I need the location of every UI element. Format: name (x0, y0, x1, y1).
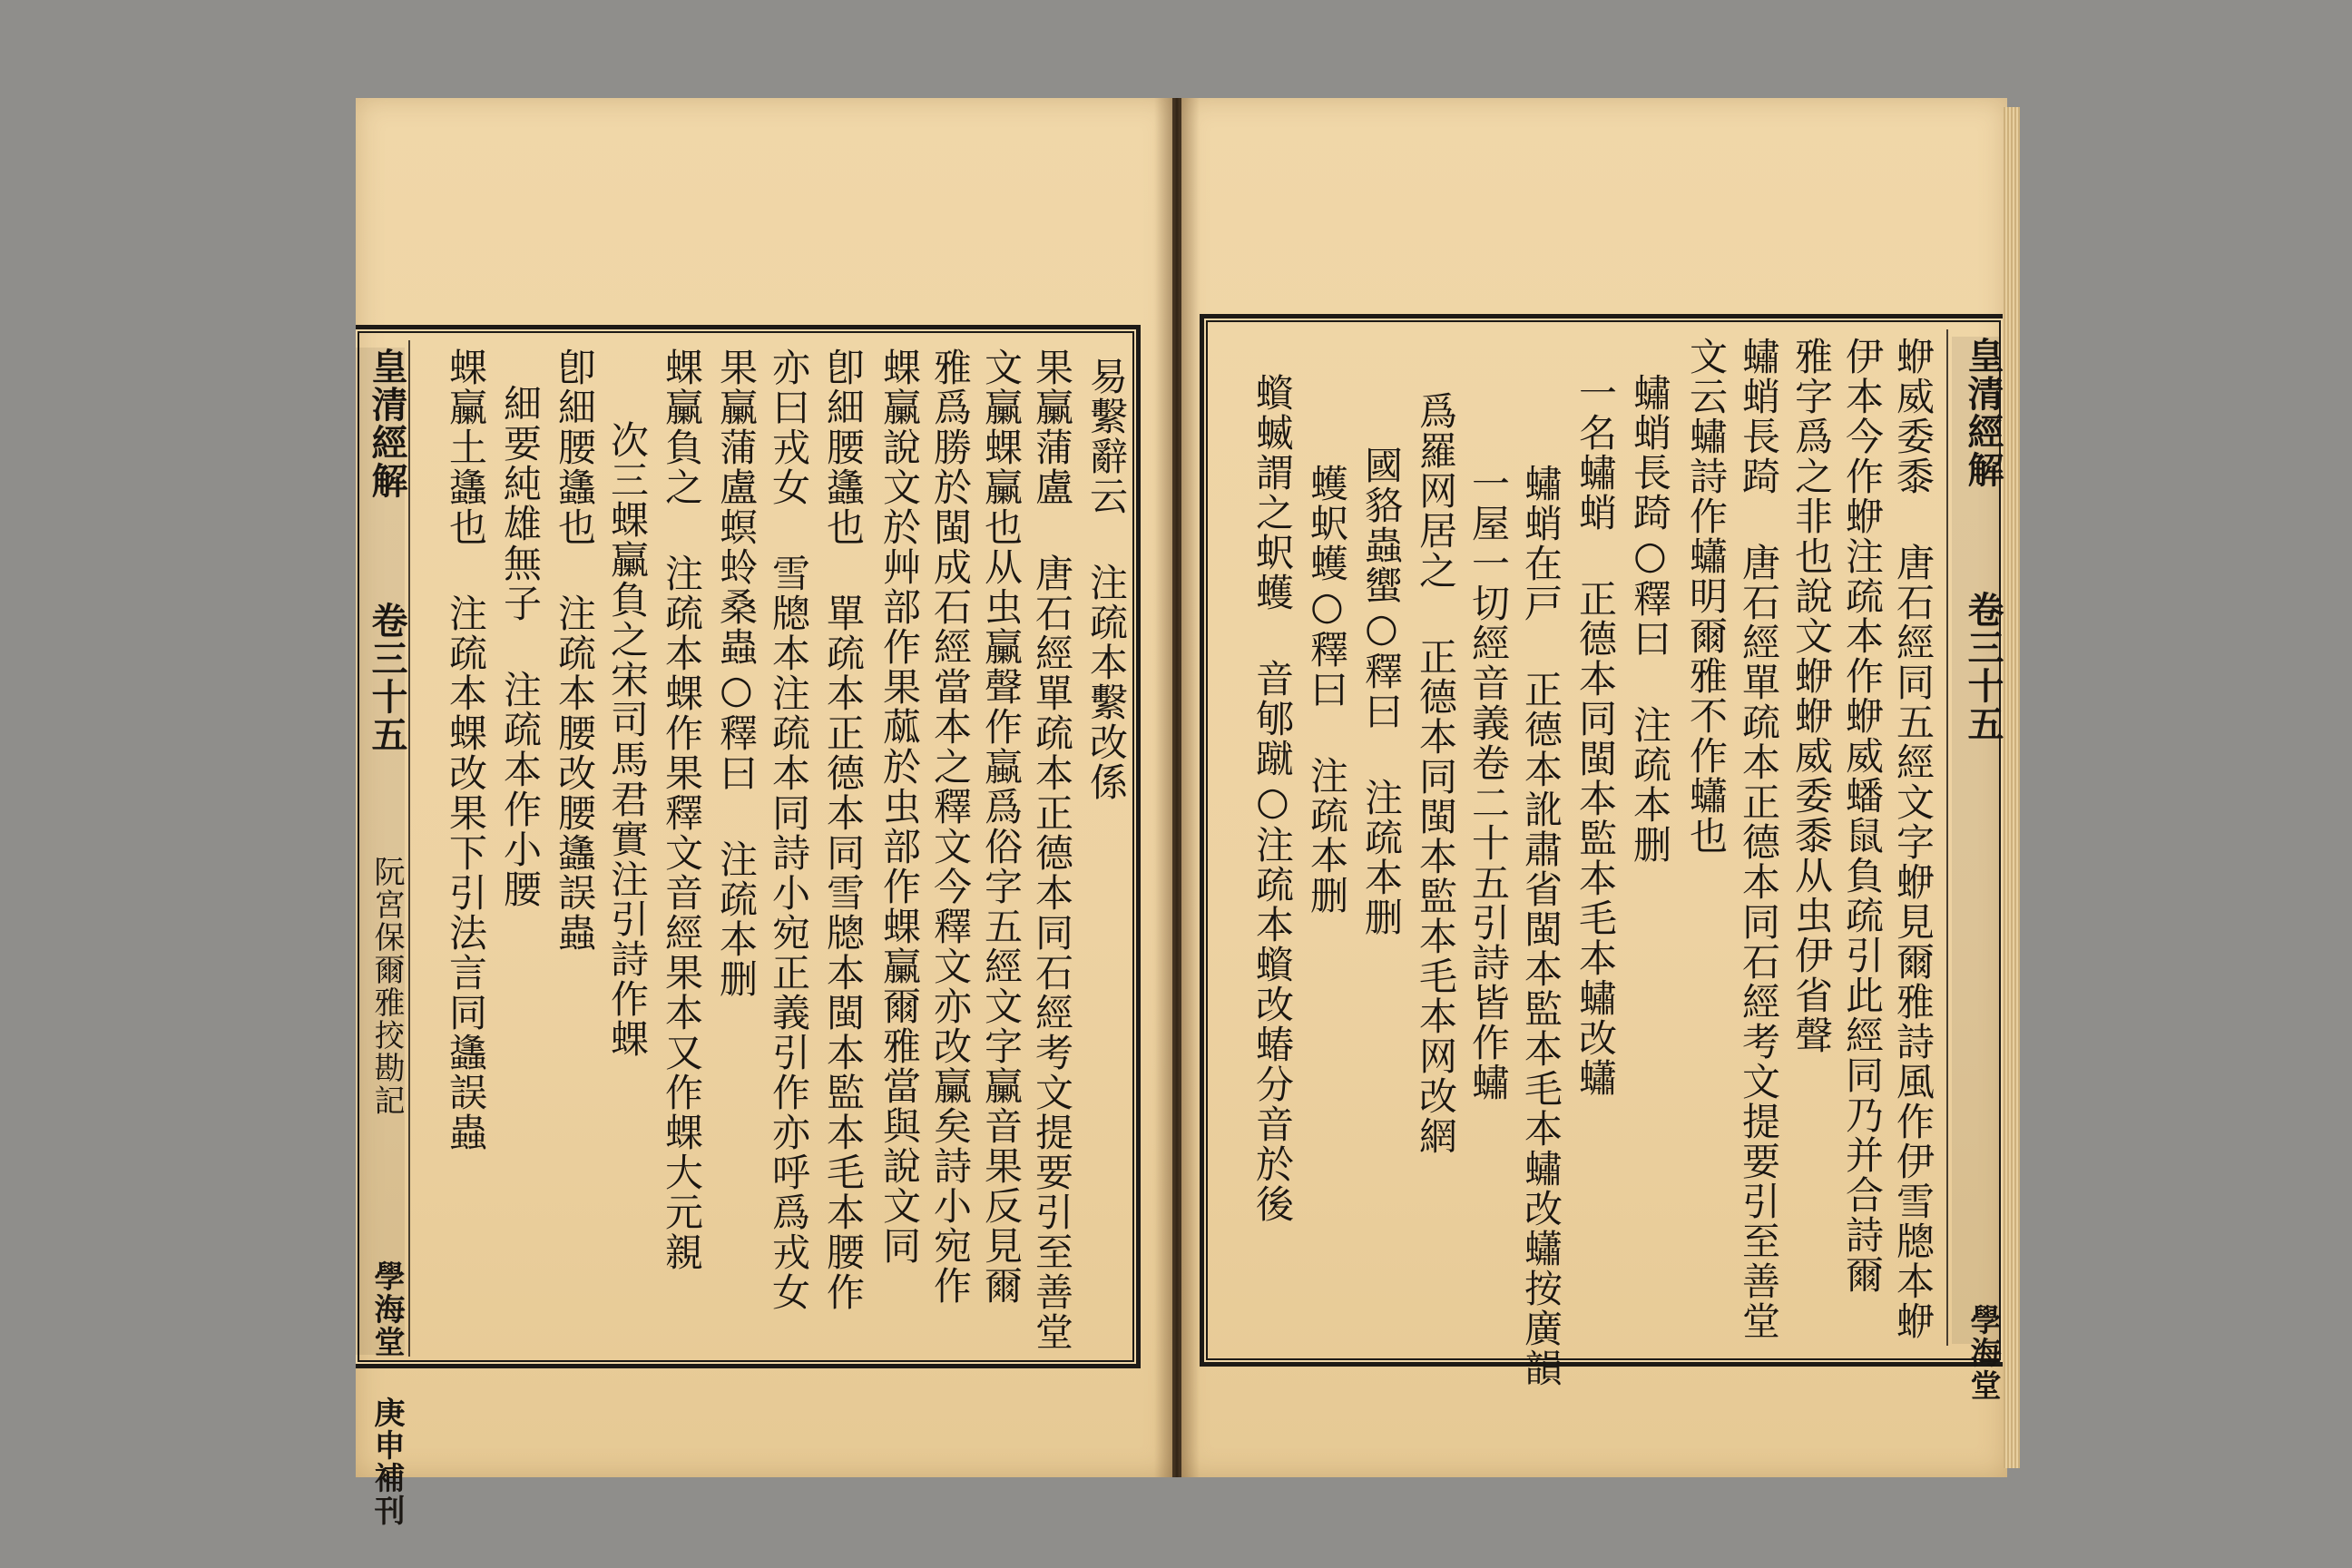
right-ribbon-title: 皇清經解 (1962, 337, 2004, 489)
right-ribbon-print: 學海堂 (1965, 1304, 2001, 1402)
right-column-8: 蟰蛸在戸 正德本訛肅省閩本監本毛本蟰改蠨按廣韻 (1519, 464, 1563, 1388)
left-column-12: 細要純雄無子 注疏本作小腰 (498, 384, 543, 909)
right-column-3: 雅字爲之非也說文蛜蛜威委黍从虫伊省聲 (1789, 337, 1834, 1055)
left-column-10: 次三蜾臝負之宋司馬君實注引詩作蜾 (605, 420, 650, 1059)
left-column-2: 果臝蒲盧 唐石經單疏本正德本同石經考文提要引至善堂 (1030, 348, 1074, 1352)
page-edge (2004, 107, 2020, 1468)
right-column-12: 蠖蚇蠖○釋曰 注疏本删 (1305, 464, 1349, 916)
left-column-6: 卽細腰蠭也 單疏本正德本同雪牕本閩本監本毛本腰作 (821, 348, 866, 1312)
left-column-11: 卽細腰蠭也 注疏本腰改腰蠭誤蟲 (553, 348, 597, 953)
left-column-13: 蜾臝土蠭也 注疏本蜾改果下引法言同蠭誤蟲 (444, 348, 488, 1152)
left-column-7: 亦曰戎女 雪牕本注疏本同詩小宛正義引作亦呼爲戎女 (767, 348, 811, 1312)
column-rule (1946, 329, 1948, 1346)
right-column-6: 蟰蛸長踦○釋曰 注疏本删 (1628, 373, 1672, 865)
right-ribbon (1952, 337, 2004, 1402)
right-column-7: 一名蟰蛸 正德本同閩本監本毛本蟰改蠨 (1573, 373, 1618, 1098)
left-ribbon-volume: 卷三十五 (366, 602, 408, 754)
left-page (356, 98, 1172, 1527)
left-ribbon (356, 348, 408, 1527)
left-ribbon-print: 學海堂 庚申補刊 (368, 1260, 405, 1527)
left-column-5: 蜾臝說文於艸部作果蓏於虫部作蜾臝爾雅當與說文同 (877, 348, 922, 1266)
right-column-10: 爲羅网居之 正德本同閩本監本毛本网改網 (1414, 391, 1458, 1156)
left-column-8: 果臝蒲盧螟蛉桑蟲○釋曰 注疏本删 (714, 348, 759, 999)
left-text-frame (356, 325, 1141, 1527)
column-rule (408, 340, 410, 1357)
right-column-5: 文云蟰詩作蠨明爾雅不作蠨也 (1684, 337, 1729, 856)
book (356, 98, 2007, 1527)
left-column-3: 文臝蜾臝也从虫臝聲作蠃爲俗字五經文字臝音果反見爾 (979, 348, 1024, 1306)
right-column-2: 伊本今作蛜注疏本作蛜威蟠鼠負疏引此經同乃并合詩爾 (1840, 337, 1885, 1295)
right-column-11: 國貉蟲蠁○釋曰 注疏本删 (1359, 446, 1404, 937)
right-column-13: 蠀蝛謂之蚇蠖 音郇蹴○注疏本蠀改蝽分音於後 (1250, 373, 1295, 1224)
right-column-9: 一屋一切經音義卷二十五引詩皆作蟰 (1466, 464, 1511, 1102)
right-ribbon-volume: 卷三十五 (1962, 591, 2004, 743)
left-column-1: 易繫辭云 注疏本繫改係 (1084, 357, 1129, 802)
left-ribbon-title: 皇清經解 (366, 348, 408, 500)
right-text-frame (1200, 314, 2004, 1402)
right-page (1181, 98, 2007, 1477)
left-column-4: 雅爲勝於閩成石經當本之釋文今釋文亦改臝矣詩小宛作 (928, 348, 973, 1306)
left-column-9: 蜾臝負之 注疏本蜾作果釋文音經果本又作蜾大元親 (660, 348, 704, 1272)
right-column-4: 蟰蛸長踦 唐石經單疏本正德本同石經考文提要引至善堂 (1737, 337, 1781, 1341)
right-column-1: 蛜威委黍 唐石經同五經文字蛜見爾雅詩風作伊雪牕本蛜 (1891, 337, 1936, 1341)
left-ribbon-author: 阮宮保爾雅挍勘記 (368, 856, 405, 1117)
